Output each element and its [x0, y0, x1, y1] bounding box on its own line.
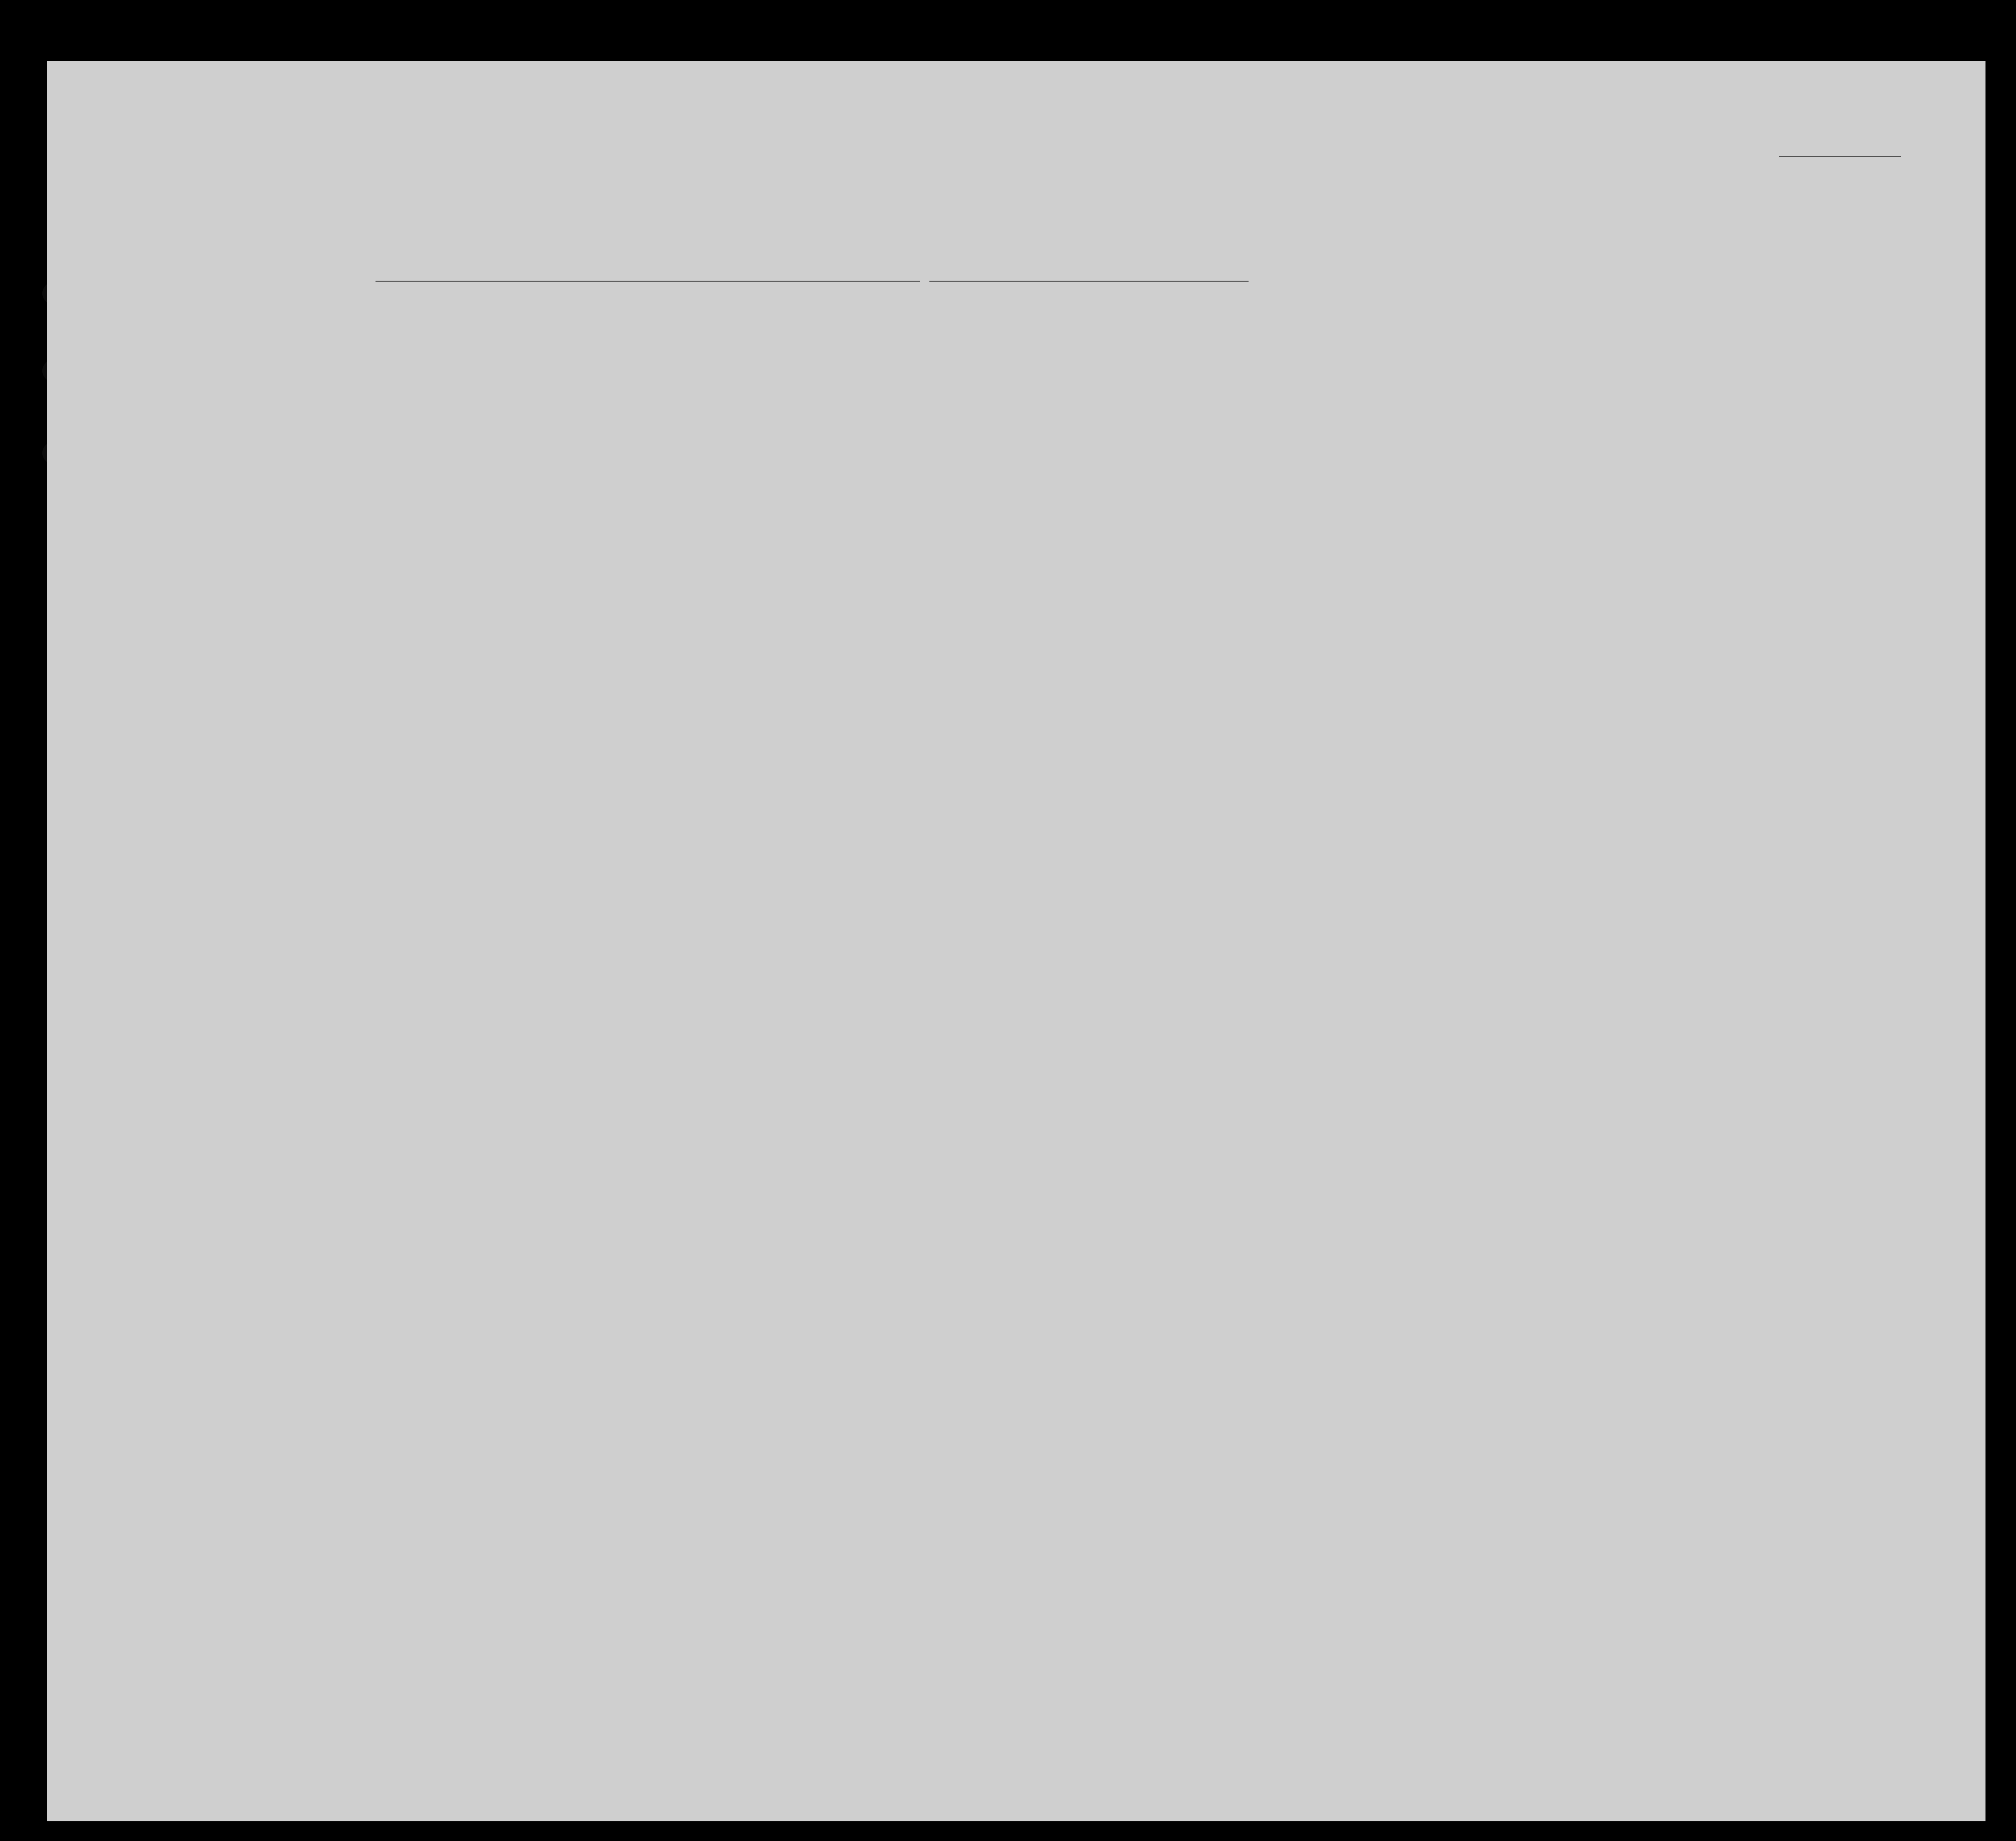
manifest-sheet: [47, 61, 1985, 1821]
manifest-grid: [47, 61, 1985, 1821]
